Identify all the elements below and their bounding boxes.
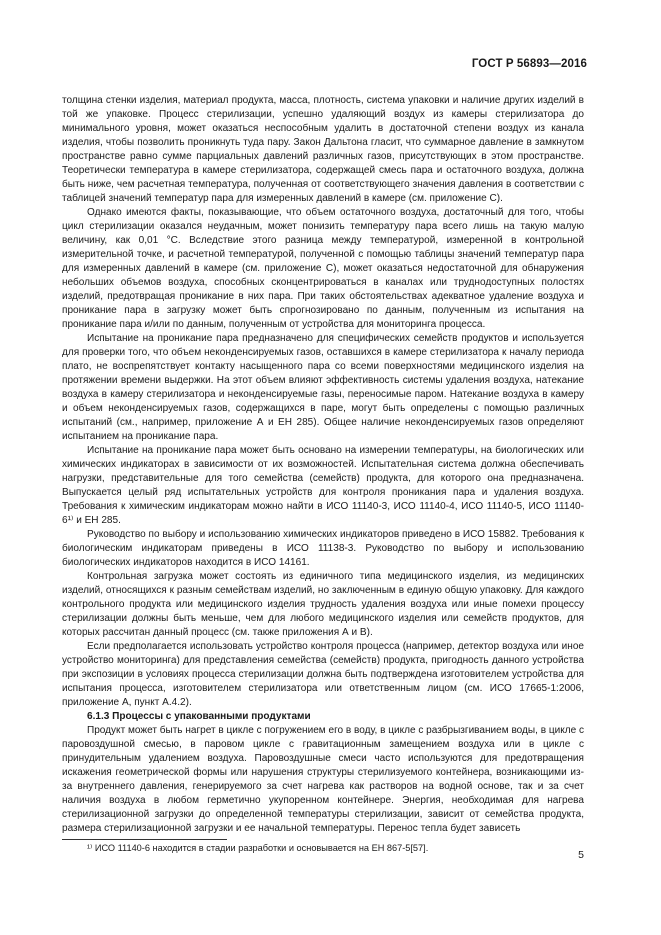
document-body [62,94,584,854]
paragraph: Испытание на проникание пара предназначено для специфических семейств продуктов и используется для проверки того, что объем неконденсируемых газов, оставшихся в камере стерилизатора к началу периода плато, не воспрепятствует контакту насыщенного пара со всеми поверхностями медицинского изделия на протяжении времени выдержки. На этот объем влияют эффективность системы удаления воздуха, натекание воздуха в камеру стерилизатора и неконденсируемые газы, переносимые паром. Натекание воздуха в камеру и объем неконденсируемых газов, содержащихся в паре, могут быть определены с помощью различных испытаний (см., например, приложение А и ЕН 285). Общее наличие неконденсируемых газов определяют испытанием на проникание пара. [62,333,584,442]
page-number: 5 [578,849,584,861]
paragraph-continuation: толщина стенки изделия, материал продукта, масса, плотность, система упаковки и наличие других изделий в той же упаковке. Процесс стерилизации, успешно удаляющий воздух из камеры стерилизатора до минимального уровня, может оказаться неспособным удалить в достаточной степени воздух из канала изделия, чтобы позволить проникнуть туда пару. Закон Дальтона гласит, что суммарное давление в замкнутом пространстве равно сумме парциальных давлений различных газов, присутствующих в этом пространстве. Теоретически температура в камере стерилизатора, содержащей смесь пара и остаточного воздуха, должна быть ниже, чем расчетная температура, полученная от соответствующего значения давления в соответствии с таблицей значений температур пара для измеренных давлений в камере (см. приложение С). [62,95,584,204]
paragraph: Руководство по выбору и использованию химических индикаторов приведено в ИСО 15882. Требования к биологическим индикаторам приведены в ИСО 11138-3. Руководство по выбору и использованию биологических индикаторов находится в ИСО 14161. [62,529,584,568]
paragraph: Однако имеются факты, показывающие, что объем остаточного воздуха, достаточный для того, чтобы цикл стерилизации оказался неудачным, может понизить температуру пара всего лишь на такую малую величину, как 0,01 °С. Вследствие этого разница между температурой, измеренной в контрольной измерительной точке, и расчетной температурой, полученной с помощью таблицы значений температур пара для измеренных давлений в камере (см. приложение С), может оказаться недостаточной для обнаружения небольших объемов воздуха, способных сконцентрироваться в каналах или труднодоступных полостях изделий, предотвращая проникание в них пара. При таких обстоятельствах адекватное удаление воздуха и проникание пара в загрузку может быть спрогнозировано по данным, полученным из испытания на проникание пара и/или по данным, полученным от устройства для мониторинга процесса. [62,207,584,330]
paragraph: Контрольная загрузка может состоять из единичного типа медицинского изделия, из медицинских изделий, относящихся к разным семействам изделий, но заключенным в единую общую упаковку. Для каждого контрольного продукта или медицинского изделия трудность удаления воздуха или иные помехи процессу стерилизации должны быть меньше, чем для любого медицинского изделия или семейств продуктов, для которых рассчитан данный процесс (см. также приложения А и В). [62,571,584,638]
paragraph: Испытание на проникание пара может быть основано на измерении температуры, на биологических или химических индикаторах в зависимости от их возможностей. Испытательная система должна обеспечивать нагрузки, представительные для того семейства (семейств) продукта, для которого она предназначена. Выпускается целый ряд испытательных устройств для контроля проникания пара и удаления воздуха. Требования к химическим индикаторам можно найти в ИСО 11140-3, ИСО 11140-4, ИСО 11140-5, ИСО 11140-6¹⁾ и ЕН 285. [62,445,584,526]
footnote: ¹⁾ ИСО 11140-6 находится в стадии разработки и основывается на ЕН 867-5[57]. [87,843,429,853]
section-heading: 6.1.3 Процессы с упакованными продуктами [87,711,311,722]
footnote-divider [62,839,227,840]
section-paragraph: Продукт может быть нагрет в цикле с погружением его в воду, в цикле с разбрызгиванием воды, в цикле с паровоздушной смесью, в паровом цикле с гравитационным замещением воздуха или в цикле с принудительным удалением воздуха. Паровоздушные смеси часто используются для предотвращения искажения геометрической формы или нарушения структуры стерилизуемого контейнера, возникающими из-за внутреннего давления, генерируемого за счет нагрева как растворов на водной основе, так и за счет наличия воздуха в любом герметично укупоренном контейнере. Энергия, необходимая для нагрева стерилизационной загрузки до определенной температуры стерилизации, зависит от семейства продукта, размера стерилизационной загрузки и ее начальной температуры. Перенос тепла будет зависеть [62,725,584,834]
document-header: ГОСТ Р 56893—2016 [471,58,587,70]
paragraph: Если предполагается использовать устройство контроля процесса (например, детектор воздуха или иное устройство мониторинга) для представления семейства (семейств) продукта, пригодность данного устройства при экспозиции в условиях процесса стерилизации должна быть подтверждена изготовителем устройства для испытания процесса, изготовителем стерилизатора или ответственным лицом (см. ИСО 17665-1:2006, приложение А, пункт А.4.2). [62,641,584,708]
